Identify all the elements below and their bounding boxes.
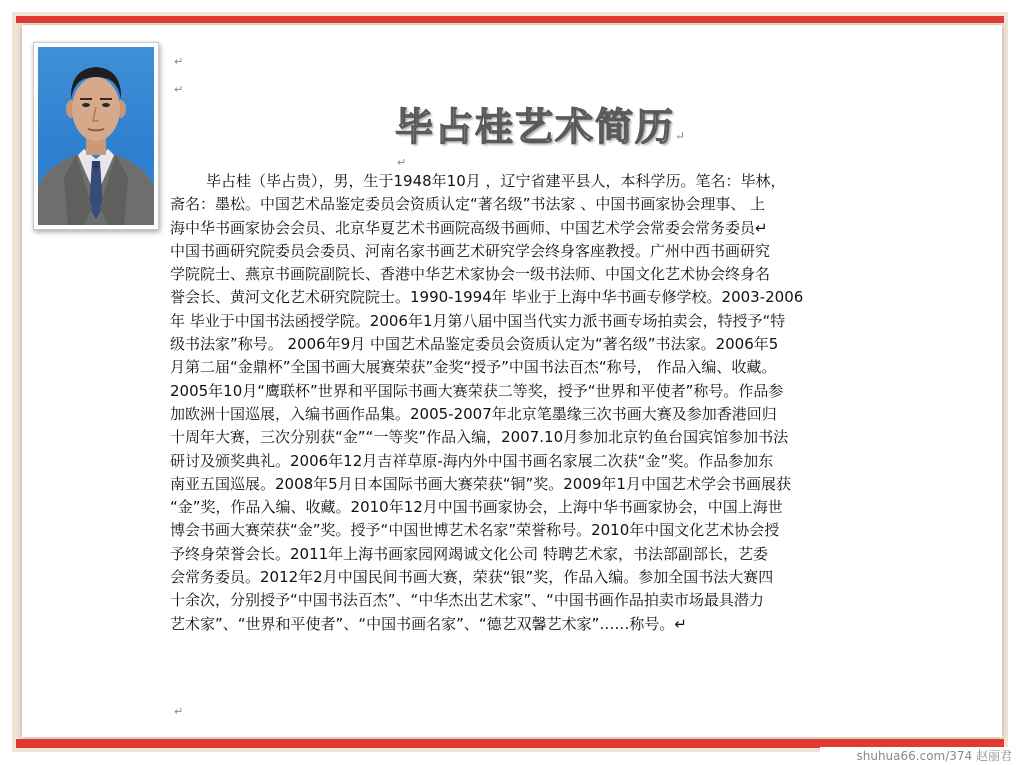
bio-line: 2005年10月“鹰联杯”世界和平国际书画大赛荣获二等奖，授予“世界和平使者”称号。作品参 [170,381,784,400]
portrait-photo [33,42,159,230]
bio-line: 斋名：墨松。中国艺术品鉴定委员会资质认定“著名级”书法家 、中国书画家协会理事、 上 [170,195,766,214]
portrait-image [38,47,154,225]
bio-line: 艺术家”、“世界和平使者”、“中国书画名家”、“德艺双馨艺术家”……称号。↵ [170,614,687,633]
bio-line: 誉会长、黄河文化艺术研究院院士。1990-1994年 毕业于上海中华书画专修学校。2003-2006 [170,288,804,307]
bio-line: 会常务委员。2012年2月中国民间书画大赛，荣获“银”奖，作品入编。参加全国书法大赛四 [170,568,774,587]
top-red-bar [16,16,1004,23]
site-watermark: shuhua66.com/374 赵丽君 [820,747,1020,765]
paragraph-mark: ↵ [675,129,688,143]
bio-line: 十余次，分别授予“中国书法百杰”、“中华杰出艺术家”、“中国书画作品拍卖市场最具潜力 [170,591,764,610]
bio-line: 级书法家”称号。 2006年9月 中国艺术品鉴定委员会资质认定为“著名级”书法家。2006年5 [170,335,779,354]
bio-line: 予终身荣誉会长。2011年上海书画家园网竭诚文化公司 特聘艺术家，书法部副部长，艺委 [170,544,768,563]
title-text: 毕占桂艺术简历 [395,104,676,149]
bio-line: 研讨及颁奖典礼。2006年12月吉祥草原-海内外中国书画名家展二次获“金”奖。作品参加东 [170,451,774,470]
paragraph-mark: ↵ [174,705,184,718]
bio-line: 博会书画大赛荣获“金”奖。授予“中国世博艺术名家”荣誉称号。2010年中国文化艺术协会授 [170,521,780,540]
bio-line: 学院院士、燕京书画院副院长、香港中华艺术家协会一级书法师、中国文化艺术协会终身名 [170,265,771,284]
bio-line: 海中华书画家协会会员、北京华夏艺术书画院高级书画师、中国艺术学会常委会常务委员↵ [170,218,768,237]
biography-body [170,170,890,636]
bio-line: 月第二届“金鼎杯”全国书画大展赛荣获”金奖“授予”中国书法百杰“称号， 作品入编、收藏。 [170,358,777,377]
paragraph-mark: ↵ [174,83,184,96]
bio-line: 毕占桂（毕占贵），男，生于1948年10月 ，辽宁省建平县人，本科学历。笔名：毕林， [206,172,786,190]
bio-line: 加欧洲十国巡展，入编书画作品集。2005-2007年北京笔墨缘三次书画大赛及参加香港回归 [170,404,777,423]
paragraph-mark: ↵ [397,156,407,169]
bio-line: “金”奖，作品入编、收藏。2010年12月中国书画家协会，上海中华书画家协会，中国上海世 [170,498,783,517]
bio-line: 中国书画研究院委员会委员、河南名家书画艺术研究学会终身客座教授。广州中西书画研究 [170,241,771,260]
paragraph-mark: ↵ [174,55,184,68]
portrait-illustration [38,47,154,225]
bio-line: 十周年大赛，三次分别获“金”“一等奖”作品入编，2007.10月参加北京钓鱼台国宾馆参加书法 [170,428,789,447]
bio-line: 南亚五国巡展。2008年5月日本国际书画大赛荣获“铜”奖。2009年1月中国艺术学会书画展获 [170,474,791,493]
page-title [395,96,687,151]
bio-line: 年 毕业于中国书法函授学院。2006年1月第八届中国当代实力派书画专场拍卖会，特授予“特 [170,311,786,330]
